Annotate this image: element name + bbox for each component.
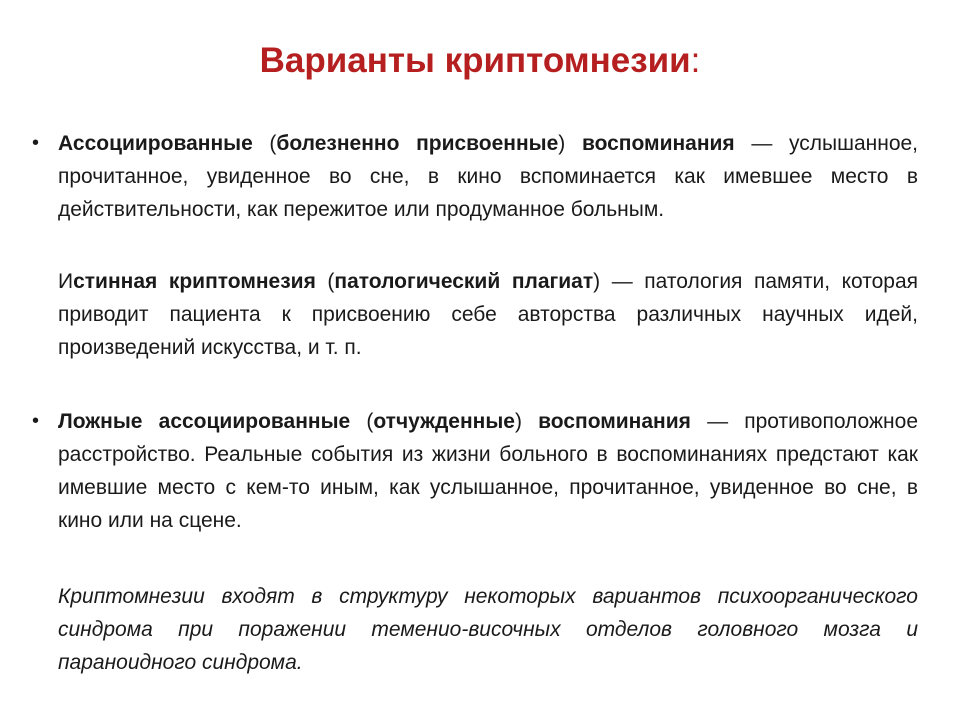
term-true-cryptomnesia: стинная криптомнезия: [73, 270, 316, 293]
closing-note: Криптомнезии входят в структуру некоторых вариантов психоорганического синдрома при поражении теменио-височных отделов головного мозга и параноидного синдрома.: [58, 585, 918, 674]
true-cryptomnesia-prefix: И: [58, 270, 74, 293]
bullet-icon: •: [32, 410, 40, 432]
term-pathological-plagiarism: патологический плагиат: [334, 270, 594, 293]
bullet-item-associated-memories: [32, 127, 919, 226]
bullet-item-false-associated-memories: [32, 405, 918, 537]
slide-title-colon: :: [690, 41, 701, 80]
item1-description: — услышанное, прочитанное, увиденное во сне, в кино вспоминается как имевшее место в действительности, как пережитое или продуманное больным.: [58, 132, 919, 221]
bullet-icon: •: [32, 132, 40, 154]
paren-open: (: [350, 410, 374, 433]
paren-open: (: [315, 270, 335, 293]
paren-close: ): [593, 270, 601, 293]
term-painfully-appropriated: болезненно присвоенные: [276, 132, 559, 155]
paragraph-true-cryptomnesia: [58, 265, 918, 364]
paren-close: ): [558, 132, 582, 155]
term-false-associated: Ложные ассоциированные: [58, 410, 351, 433]
slide-title: [0, 38, 960, 84]
paren-close: ): [514, 410, 539, 433]
item2-description: — противоположное расстройство. Реальные события из жизни больного в воспоминаниях предстают как имевшие место с кем-то иным, как услышанное, прочитанное, увиденное во сне, в кино или на сцене.: [58, 410, 918, 532]
paren-open: (: [252, 132, 277, 155]
term-alienated: отчужденные: [373, 410, 515, 433]
term-associated: Ассоциированные: [58, 132, 253, 155]
term-memories: воспоминания: [581, 132, 735, 155]
term-memories: воспоминания: [538, 410, 691, 433]
slide-title-text: Варианты криптомнезии: [259, 41, 691, 80]
true-cryptomnesia-description: — патология памяти, которая приводит пациента к присвоению себе авторства различных научных идей, произведений искусства, и т. п.: [58, 270, 919, 359]
